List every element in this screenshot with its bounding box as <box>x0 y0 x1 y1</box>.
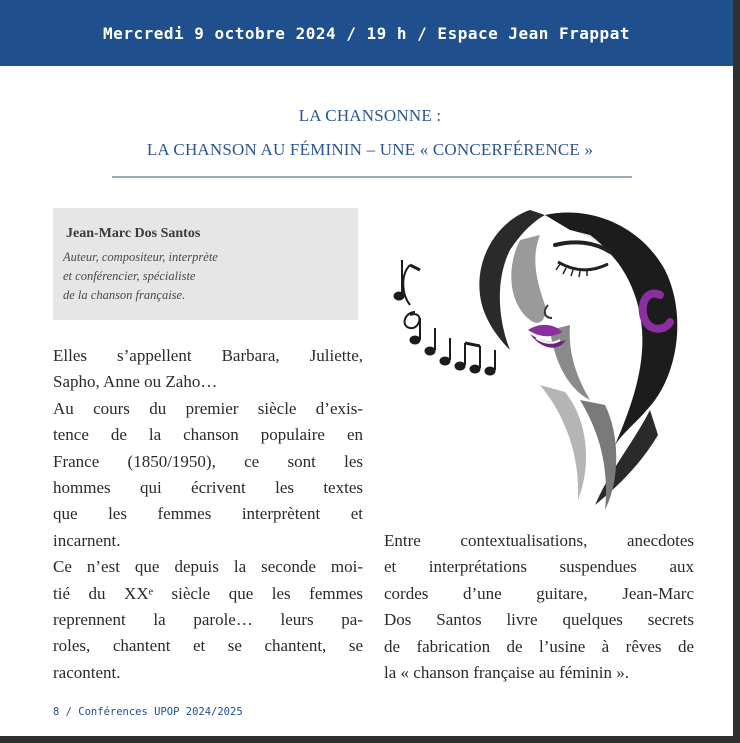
event-title-line-2: LA CHANSON AU FÉMININ – UNE « CONCERFÉRENCE » <box>146 140 594 159</box>
woman-singer-illustration <box>380 200 710 520</box>
event-date-location: Mercredi 9 octobre 2024 / 19 h / Espace Jean Frappat <box>103 23 630 43</box>
speaker-role-line: de la chanson française. <box>63 288 186 302</box>
text-line: racontent. <box>53 662 121 682</box>
speaker-box <box>53 208 358 320</box>
speaker-role-line: et conférencier, spécialiste <box>63 269 196 283</box>
description-right-column <box>384 528 694 686</box>
event-title-line-1: LA CHANSONNE : <box>298 106 442 125</box>
event-banner <box>0 0 733 66</box>
text-line: Elles s’appellent Barbara, Juliette, <box>53 346 363 365</box>
text-line: incarnent. <box>53 530 121 550</box>
text-line: de fabrication de l’usine à rêves de <box>384 636 694 656</box>
speaker-role-line: Auteur, compositeur, interprète <box>63 250 218 264</box>
text-line: roles, chantent et se chantent, se <box>53 636 363 656</box>
text-line: hommes qui écrivent les textes <box>53 478 363 498</box>
text-line: que les femmes interprètent et <box>53 504 363 524</box>
text-line: cordes d’une guitare, Jean-Marc <box>384 583 694 603</box>
text-line: et interprétations suspendues aux <box>384 557 694 577</box>
speaker-role <box>63 248 353 305</box>
text-line: Au cours du premier siècle d’exis- <box>53 398 363 418</box>
title-divider <box>112 176 632 178</box>
text-line: tence de la chanson populaire en <box>53 425 363 445</box>
text-line: France (1850/1950), ce sont les <box>53 451 363 471</box>
text-line: Dos Santos livre quelques secrets <box>384 610 694 630</box>
text-line: Ce n’est que depuis la seconde moi- <box>53 557 363 577</box>
text-line: tié du XXᵉ siècle que les femmes <box>53 583 363 603</box>
text-line: Sapho, Anne ou Zaho… <box>53 372 218 392</box>
text-line: Entre contextualisations, anecdotes <box>384 531 694 550</box>
description-left-column <box>53 343 363 686</box>
page-footer: 8 / Conférences UPOP 2024/2025 <box>53 706 243 718</box>
speaker-name: Jean-Marc Dos Santos <box>66 226 201 241</box>
text-line: reprennent la parole… leurs pa- <box>53 610 363 630</box>
text-line: la « chanson française au féminin ». <box>384 663 629 683</box>
